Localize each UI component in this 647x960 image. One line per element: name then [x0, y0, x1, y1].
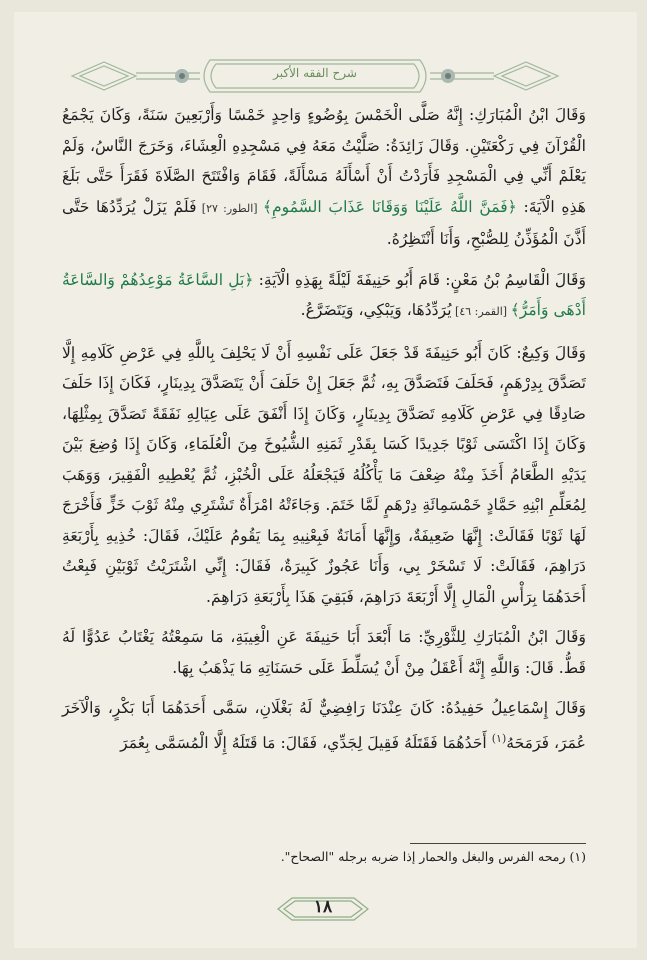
paragraph — [62, 622, 586, 683]
paragraph — [62, 338, 586, 613]
text-segment: أَحَدُهُمَا فَقَتَلَهُ فَقِيلَ لِجَدِّي، فَقَالَ: مَا قَتَلَهُ إِلَّا الْمُسَمَّى بِعُمَرَ — [120, 733, 492, 752]
text-segment: وَقَالَ إِسْمَاعِيلُ حَفِيدُهُ: كَانَ عِنْدَنَا رَافِضِيٌّ لَهُ بَغْلَانِ، سَمَّى أَحَدَهُمَا أَبَا بَكْرٍ، وَالْآخَرَ عُمَرَ، فَرَمَحَهُ — [62, 699, 586, 752]
quran-verse: ﴿بَلِ السَّاعَةُ مَوْعِدُهُمْ وَالسَّاعَةُ أَدْهَى وَأَمَرُّ﴾ — [62, 270, 586, 319]
running-header — [60, 52, 570, 106]
text-segment: فَلَمْ يَزَلْ يُرَدِّدُهَا حَتَّى أَذَّنَ الْمُؤَذِّنُ لِلصُّبْحِ، وَأَنَا أَنْتَظِرُهُ. — [62, 197, 586, 248]
paragraph — [62, 693, 586, 758]
paragraph — [62, 265, 586, 328]
footnote-divider — [410, 843, 586, 844]
footnote-marker-ref: (١) — [491, 731, 507, 745]
footnote-marker: (١) — [569, 849, 586, 864]
verse-reference: [القمر: ٤٦] — [451, 305, 511, 318]
page-number-frame — [268, 895, 378, 923]
footnote — [200, 848, 586, 866]
text-segment: وَقَالَ ابْنُ الْمُبَارَكِ لِلثَّوْرِيِّ: مَا أَبْعَدَ أَبَا حَنِيفَةَ عَنِ الْغِيبَةِ، مَا سَمِعْتُهُ يَغْتَابُ عَدُوًّا لَهُ قَطُّ. قَالَ: وَاللَّهِ إِنَّهُ أَعْقَلُ مِنْ أَنْ يُسَلِّطَ عَلَى حَسَنَاتِهِ مَا يَذْهَبُ بِهَا. — [62, 628, 586, 677]
quran-verse: ﴿فَمَنَّ اللَّهُ عَلَيْنَا وَوَقَانَا عَذَابَ السَّمُومِ﴾ — [262, 197, 517, 216]
text-segment: يُرَدِّدُهَا، وَيَبْكِي، وَيَتَضَرَّعُ. — [300, 301, 452, 319]
text-segment: وَقَالَ الْقَاسِمُ بْنُ مَعْنٍ: قَامَ أَبُو حَنِيفَةَ لَيْلَةً بِهَذِهِ الْآيَةِ: — [253, 270, 586, 289]
paragraph — [62, 100, 586, 255]
footnote-text: رمحه الفرس والبغل والحمار إذا ضربه برجله "الصحاح". — [280, 849, 566, 864]
page-number: ١٨ — [313, 897, 333, 917]
text-segment: وَقَالَ ابْنُ الْمُبَارَكِ: إِنَّهُ صَلَّى الْخَمْسَ بِوُضُوءٍ وَاحِدٍ خَمْسًا وَأَرْبَعِينَ سَنَةً، وَكَانَ يَجْمَعُ الْقُرْآنَ فِي رَكْعَتَيْنِ. وَقَالَ زَائِدَةُ: صَلَّيْتُ مَعَهُ فِي مَسْجِدِهِ الْعِشَاءَ، وَخَرَجَ النَّاسُ، وَلَمْ يَعْلَمْ أَنِّي فِي الْمَسْجِدِ فَأَرَدْتُ أَنْ أَسْأَلَهُ مَسْأَلَةً، فَقَامَ وَافْتَتَحَ الصَّلَاةَ فَقَرَأَ حَتَّى بَلَغَ هَذِهِ الْآيَةَ: — [62, 106, 586, 216]
main-text — [62, 100, 586, 768]
running-title: شرح الفقه الأكبر — [273, 66, 357, 80]
verse-reference: [الطور: ٢٧] — [196, 201, 263, 215]
text-segment: وَقَالَ وَكِيعٌ: كَانَ أَبُو حَنِيفَةَ قَدْ جَعَلَ عَلَى نَفْسِهِ أَنْ لَا يَحْلِفَ بِاللَّهِ فِي عَرْضِ كَلَامِهِ إِلَّا تَصَدَّقَ بِدِرْهَمٍ، فَحَلَفَ فَتَصَدَّقَ بِهِ، ثُمَّ جَعَلَ إِنْ حَلَفَ أَنْ يَتَصَدَّقَ بِدِينَارٍ، فَكَانَ إِذَا حَلَفَ صَادِقًا فِي عَرْضِ كَلَامِهِ تَصَدَّقَ بِدِينَارٍ، وَكَانَ إِذَا أَنْفَقَ عَلَى عِيَالِهِ نَفَقَةً تَصَدَّقَ بِمِثْلِهَا، وَكَانَ إِذَا اكْتَسَى ثَوْبًا جَدِيدًا كَسَا بِقَدْرِ ثَمَنِهِ الشُّيُوخَ مِنَ الْعُلَمَاءِ، وَكَانَ إِذَا وُضِعَ بَيْنَ يَدَيْهِ الطَّعَامُ أَخَذَ مِنْهُ ضِعْفَ مَا يَأْكُلُهُ فَيَجْعَلُهُ عَلَى الْخُبْزِ، ثُمَّ يُعْطِيهِ الْفَقِيرَ، وَوَهَبَ لِمُعَلِّمِ ابْنِهِ حَمَّادٍ خَمْسَمِائَةِ دِرْهَمٍ لَمَّا خَتَمَ. وَجَاءَتْهُ امْرَأَةٌ تَشْتَرِي مِنْهُ ثَوْبَ خَزٍّ فَأَخْرَجَ لَهَا ثَوْبًا فَقَالَتْ: إِنَّهَا ضَعِيفَةٌ، وَإِنَّهَا أَمَانَةٌ فَبِعْنِيهِ بِمَا يَقُومُ عَلَيْكَ، فَقَالَ: خُذِيهِ بِأَرْبَعَةِ دَرَاهِمَ، فَقَالَتْ: لَا تَسْخَرْ بِي، وَأَنَا عَجُوزٌ كَبِيرَةٌ، فَقَالَ: إِنِّي اشْتَرَيْتُ ثَوْبَيْنِ فَبِعْتُ أَحَدَهُمَا بِرَأْسِ الْمَالِ إِلَّا أَرْبَعَةَ دَرَاهِمَ، فَبَقِيَ هَذَا بِأَرْبَعَةِ دَرَاهِمَ. — [62, 343, 586, 606]
